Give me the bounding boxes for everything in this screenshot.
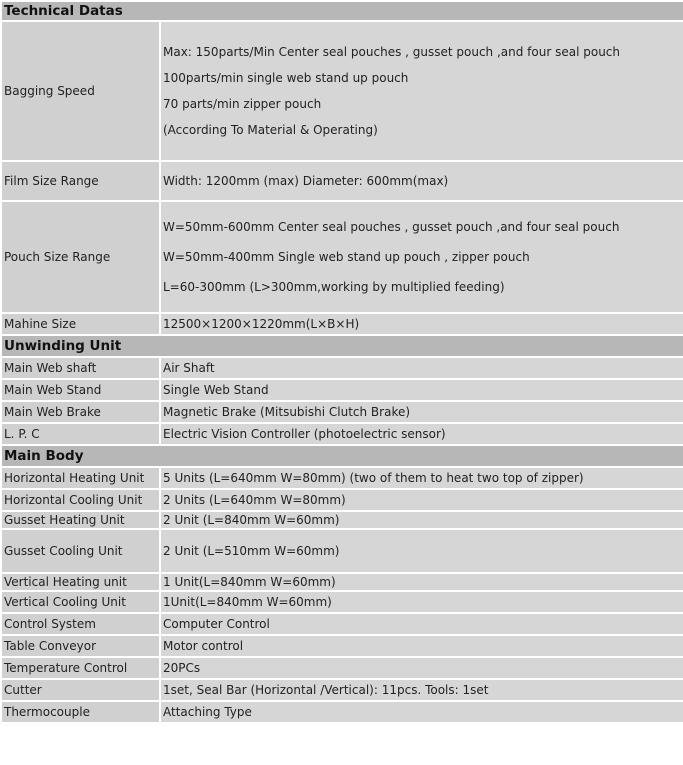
spec-value — [160, 613, 683, 635]
spec-label: Vertical Cooling Unit — [1, 591, 160, 613]
spec-row — [1, 511, 683, 529]
section-header — [1, 335, 683, 357]
section-title: Technical Datas — [1, 1, 683, 21]
spec-label: Film Size Range — [1, 161, 160, 201]
spec-value — [160, 357, 683, 379]
spec-value-line: Magnetic Brake (Mitsubishi Clutch Brake) — [163, 405, 411, 419]
spec-label: Main Web shaft — [1, 357, 160, 379]
spec-label: Vertical Heating unit — [1, 573, 160, 591]
spec-value-line: 5 Units (L=640mm W=80mm) (two of them to heat two top of zipper) — [163, 471, 584, 485]
spec-value-line: Width: 1200mm (max) Diameter: 600mm(max) — [163, 174, 449, 188]
spec-value-line: Attaching Type — [163, 705, 252, 719]
section-header — [1, 445, 683, 467]
spec-row — [1, 679, 683, 701]
spec-value-line: Air Shaft — [163, 361, 215, 375]
spec-label: Temperature Control — [1, 657, 160, 679]
section-title: Unwinding Unit — [1, 335, 683, 357]
spec-value-line: 2 Unit (L=840mm W=60mm) — [163, 513, 340, 527]
spec-row — [1, 401, 683, 423]
spec-value-line: Single Web Stand — [163, 383, 269, 397]
spec-value-line: 12500×1200×1220mm(L×B×H) — [163, 317, 360, 331]
section-header — [1, 1, 683, 21]
spec-label: Cutter — [1, 679, 160, 701]
spec-value-line: 100parts/min single web stand up pouch — [163, 71, 409, 85]
spec-label: L. P. C — [1, 423, 160, 445]
spec-value-line: W=50mm-400mm Single web stand up pouch , zipper pouch — [163, 250, 530, 264]
spec-value — [160, 467, 683, 489]
spec-row — [1, 529, 683, 573]
spec-value — [160, 313, 683, 335]
spec-value — [160, 635, 683, 657]
spec-row — [1, 635, 683, 657]
spec-value — [160, 591, 683, 613]
spec-table-body — [1, 1, 683, 723]
spec-value — [160, 489, 683, 511]
spec-label: Main Web Brake — [1, 401, 160, 423]
spec-row — [1, 379, 683, 401]
spec-row — [1, 423, 683, 445]
spec-value — [160, 511, 683, 529]
section-title: Main Body — [1, 445, 683, 467]
spec-row — [1, 701, 683, 723]
spec-label: Table Conveyor — [1, 635, 160, 657]
spec-value — [160, 573, 683, 591]
spec-row — [1, 467, 683, 489]
spec-value — [160, 679, 683, 701]
spec-row — [1, 161, 683, 201]
spec-value-line: Max: 150parts/Min Center seal pouches , gusset pouch ,and four seal pouch — [163, 45, 621, 59]
spec-row — [1, 489, 683, 511]
spec-row — [1, 573, 683, 591]
spec-value-line: L=60-300mm (L>300mm,working by multiplied feeding) — [163, 280, 505, 294]
spec-value-line: 70 parts/min zipper pouch — [163, 97, 322, 111]
spec-value-line: Motor control — [163, 639, 244, 653]
spec-label: Gusset Heating Unit — [1, 511, 160, 529]
spec-value — [160, 657, 683, 679]
spec-label: Horizontal Heating Unit — [1, 467, 160, 489]
spec-value — [160, 201, 683, 313]
spec-row — [1, 201, 683, 313]
spec-value-line: 1 Unit(L=840mm W=60mm) — [163, 575, 336, 589]
spec-row — [1, 591, 683, 613]
spec-value-line: W=50mm-600mm Center seal pouches , gusset pouch ,and four seal pouch — [163, 220, 620, 234]
spec-value-line: Computer Control — [163, 617, 270, 631]
spec-value — [160, 701, 683, 723]
spec-label: Gusset Cooling Unit — [1, 529, 160, 573]
spec-value — [160, 379, 683, 401]
spec-label: Pouch Size Range — [1, 201, 160, 313]
spec-value-line: 20PCs — [163, 661, 201, 675]
spec-label: Control System — [1, 613, 160, 635]
spec-row — [1, 357, 683, 379]
spec-value — [160, 161, 683, 201]
spec-label: Bagging Speed — [1, 21, 160, 161]
spec-value — [160, 401, 683, 423]
spec-label: Horizontal Cooling Unit — [1, 489, 160, 511]
spec-value-line: 1set, Seal Bar (Horizontal /Vertical): 11pcs. Tools: 1set — [163, 683, 489, 697]
spec-label: Main Web Stand — [1, 379, 160, 401]
spec-value-line: 2 Unit (L=510mm W=60mm) — [163, 544, 340, 558]
spec-row — [1, 657, 683, 679]
spec-value-line: (According To Material & Operating) — [163, 123, 378, 137]
spec-value — [160, 423, 683, 445]
spec-row — [1, 21, 683, 161]
spec-value-line: Electric Vision Controller (photoelectric sensor) — [163, 427, 446, 441]
spec-value-line: 2 Units (L=640mm W=80mm) — [163, 493, 346, 507]
spec-value — [160, 529, 683, 573]
spec-label: Thermocouple — [1, 701, 160, 723]
spec-row — [1, 613, 683, 635]
spec-value — [160, 21, 683, 161]
spec-value-line: 1Unit(L=840mm W=60mm) — [163, 595, 332, 609]
spec-label: Mahine Size — [1, 313, 160, 335]
spec-row — [1, 313, 683, 335]
